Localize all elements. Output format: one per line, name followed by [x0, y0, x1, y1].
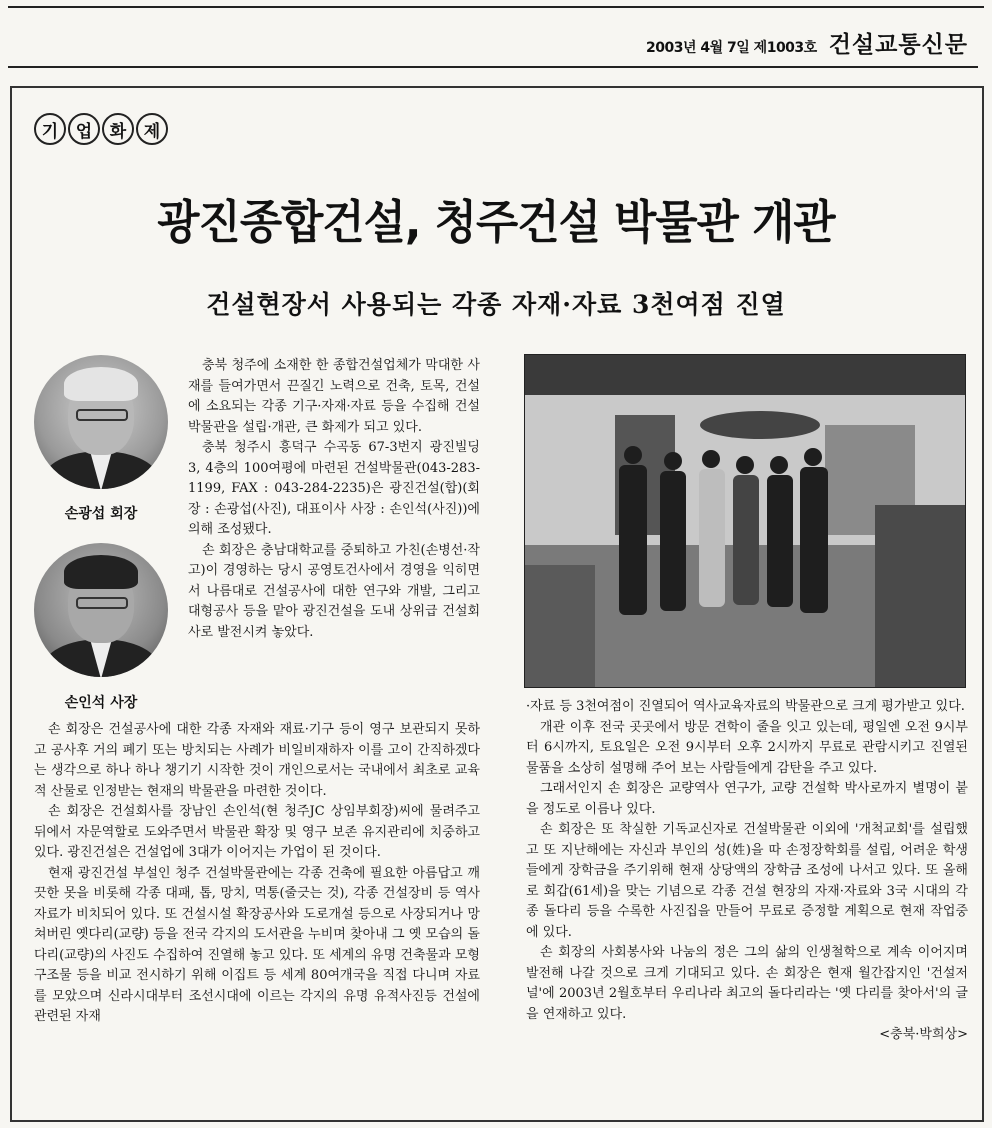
masthead [646, 26, 968, 59]
paragraph: 손 회장은 건설회사를 장남인 손인석(현 청주JC 상임부회장)씨에 물려주고 뒤에서 자문역할로 도와주면서 박물관 확장 및 영구 보존 유지관리에 치중하고 있다. 광진건설은 건설업에 3대가 이어지는 가업이 된 것이다. [34, 804, 480, 860]
headline: 광진종합건설, 청주건설 박물관 개관 [157, 195, 835, 249]
group-photo-icon [525, 355, 966, 688]
group-photo-icon [524, 354, 966, 688]
paragraph: 손 회장은 또 착실한 기독교신자로 건설박물관 이외에 '개척교회'를 설립했고 또 지난해에는 자신과 부인의 성(姓)을 따 손정장학회를 설립, 어려운 학생들에게 장학금을 주기위해 현재 상당액의 장학금 조성에 나서고 있다. 또 올해로 회갑(61세)을 맞는 기념으로 각종 건설 현장의 자재·자료와 3국 시대의 각종 돌다리 등을 수록한 사진집을 만들어 무료로 증정할 계획으로 현재 작업중에 있다. [526, 822, 968, 940]
article-column [526, 697, 968, 1046]
section-tag-char: 화 [102, 113, 134, 145]
portrait-photo-icon [34, 543, 168, 677]
paragraph: 손 회장은 건설공사에 대한 각종 자재와 재료·기구 등이 영구 보관되지 못하고 공사후 거의 폐기 또는 방치되는 사례가 비일비재하자 이를 고이 간직하겠다는 생각으로 하나 하나 챙기기 시작한 것이 개인으로서는 국내에서 최초로 교육적 산물로 인정받는 현재의 박물관을 마련한 것이다. [34, 722, 480, 799]
paragraph: 현재 광진건설 부설인 청주 건설박물관에는 각종 건축에 필요한 아름답고 깨끗한 못을 비롯해 각종 대패, 톱, 망치, 먹통(줄긋는 것), 각종 건설장비 등 역사 자료가 비치되어 있다. 또 건설시설 확장공사와 도로개설 등으로 사장되거나 망쳐버린 옛다리(교량) 등을 전국 각지의 도서관을 누비며 찾아내 그 옛 모습의 돌다리(교량)의 사진도 수집하여 진열해 놓고 있다. 또 세계의 유명 건축물과 모형 구조물 등을 비교 전시하기 위해 이집트 등 세계 80여개국을 직접 다니며 자료를 모았으며 신라시대부터 조선시대에 이르는 각지의 유명 유적사진등 건설에 관련된 자재 [34, 865, 480, 1024]
paragraph: 충북 청주에 소재한 한 종합건설업체가 막대한 사재를 들여가면서 끈질긴 노력으로 건축, 토목, 건설에 소요되는 각종 기구·자재·자료 등을 수집해 건설박물관을 설립·개관, 큰 화제가 되고 있다. [188, 358, 480, 435]
section-tag-char: 기 [34, 113, 66, 145]
paragraph: 손 회장의 사회봉사와 나눔의 정은 그의 삶의 인생철학으로 계속 이어지며 발전해 나갈 것으로 크게 기대되고 있다. 손 회장은 현재 월간잡지인 '건설저널'에 2003년 2월호부터 우리나라 최고의 돌다리라는 '옛 다리를 찾아서'의 글을 연재하고 있다. [526, 945, 968, 1022]
article-column [188, 356, 480, 643]
issue-date: 2003년 4월 7일 제1003호 [646, 40, 817, 56]
byline: <충북·박희상> [879, 1027, 968, 1042]
paragraph: ·자료 등 3천여점이 진열되어 역사교육자료의 박물관으로 크게 평가받고 있다. [526, 699, 965, 714]
paragraph: 개관 이후 전국 곳곳에서 방문 견학이 줄을 잇고 있는데, 평일엔 오전 9시부터 6시까지, 토요일은 오전 9시부터 오후 2시까지 무료로 관람시키고 진열된 물품을 소상히 설명해 주어 보는 사람들에게 감탄을 주고 있다. [526, 719, 968, 776]
subheadline: 건설현장서 사용되는 각종 자재·자료 3천여점 진열 [206, 290, 786, 319]
section-tag-char: 제 [136, 113, 168, 145]
masthead-rule [8, 66, 978, 68]
top-rule [8, 6, 984, 8]
paragraph: 그래서인지 손 회장은 교량역사 연구가, 교량 건설학 박사로까지 별명이 붙을 정도로 이름나 있다. [526, 781, 968, 817]
section-tag-char: 업 [68, 113, 100, 145]
paragraph: 충북 청주시 흥덕구 수곡동 67-3번지 광진빌딩 3, 4층의 100여평에 마련된 건설박물관(043-283-1199, FAX : 043-284-2235)은 광진건설(합)(회장 : 손광섭(사진), 대표이사 사장 : 손인석(사진))에 의해 조성됐다. [188, 440, 480, 537]
portrait-caption: 손인석 사장 [64, 695, 138, 711]
article-column [34, 720, 480, 1028]
paper-name: 건설교통신문 [828, 32, 968, 58]
paragraph: 손 회장은 충남대학교를 중퇴하고 가친(손병선·작고)이 경영하는 당시 공영토건사에서 경영을 익히면서 나름대로 건설공사에 대한 연구와 개발, 그리고 대형공사 등을 맡아 광진건설을 도내 상위급 건설회사로 발전시켜 놓았다. [188, 542, 480, 640]
portrait-caption: 손광섭 회장 [64, 506, 138, 522]
section-tag [34, 113, 168, 145]
portrait-photo-icon [34, 355, 168, 489]
